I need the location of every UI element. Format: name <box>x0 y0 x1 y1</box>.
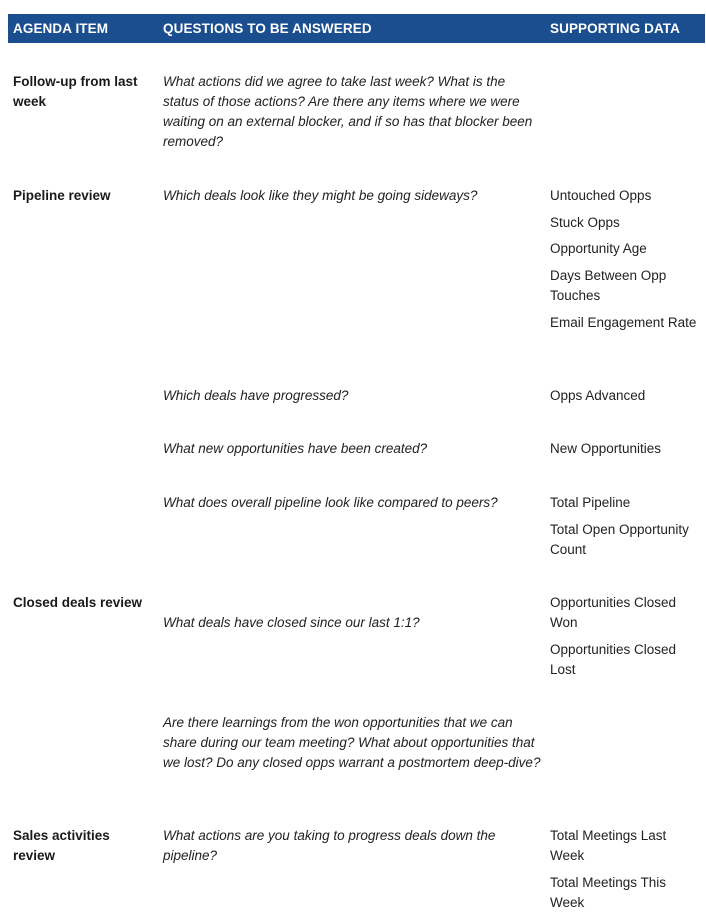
question-closed-learnings: Are there learnings from the won opportunities that we can share during our team meeting? What about opportunities that we lost? Do any closed opps warrant a postmortem deep-dive? <box>163 715 541 770</box>
header-supporting-data: SUPPORTING DATA <box>550 21 681 36</box>
question-pipeline-peers: What does overall pipeline look like compared to peers? <box>163 495 498 510</box>
data-total-pipeline: Total Pipeline <box>550 495 631 510</box>
agenda-item-pipeline: Pipeline review <box>13 188 111 203</box>
data-meetings-last-week: Total Meetings Last Week <box>550 828 667 863</box>
data-closed-lost: Opportunities Closed Lost <box>550 642 677 677</box>
data-days-between-touches: Days Between Opp Touches <box>550 268 667 303</box>
question-pipeline-progressed: Which deals have progressed? <box>163 388 349 403</box>
header-questions: QUESTIONS TO BE ANSWERED <box>163 21 372 36</box>
data-closed-won: Opportunities Closed Won <box>550 595 677 630</box>
data-opps-advanced: Opps Advanced <box>550 388 646 403</box>
question-sales-actions: What actions are you taking to progress deals down the pipeline? <box>163 828 496 863</box>
data-total-open-opp-count: Total Open Opportunity Count <box>550 522 689 557</box>
question-pipeline-sideways: Which deals look like they might be going sideways? <box>163 188 478 203</box>
data-email-engagement: Email Engagement Rate <box>550 315 697 330</box>
data-stuck-opps: Stuck Opps <box>550 215 620 230</box>
data-new-opportunities: New Opportunities <box>550 441 662 456</box>
table-header <box>8 14 705 43</box>
question-pipeline-new: What new opportunities have been created? <box>163 441 428 456</box>
agenda-item-closed: Closed deals review <box>13 595 143 610</box>
question-closed-since: What deals have closed since our last 1:1? <box>163 615 420 630</box>
data-untouched-opps: Untouched Opps <box>550 188 652 203</box>
question-followup: What actions did we agree to take last week? What is the status of those actions? Are there any items where we were waiting on an external blocker, and if so has that blocker been removed? <box>163 74 533 149</box>
data-opportunity-age: Opportunity Age <box>550 241 647 256</box>
agenda-item-sales: Sales activities review <box>13 828 110 863</box>
data-meetings-this-week: Total Meetings This Week <box>550 875 667 910</box>
header-agenda-item: AGENDA ITEM <box>13 21 109 36</box>
agenda-item-followup: Follow-up from last week <box>13 74 138 109</box>
